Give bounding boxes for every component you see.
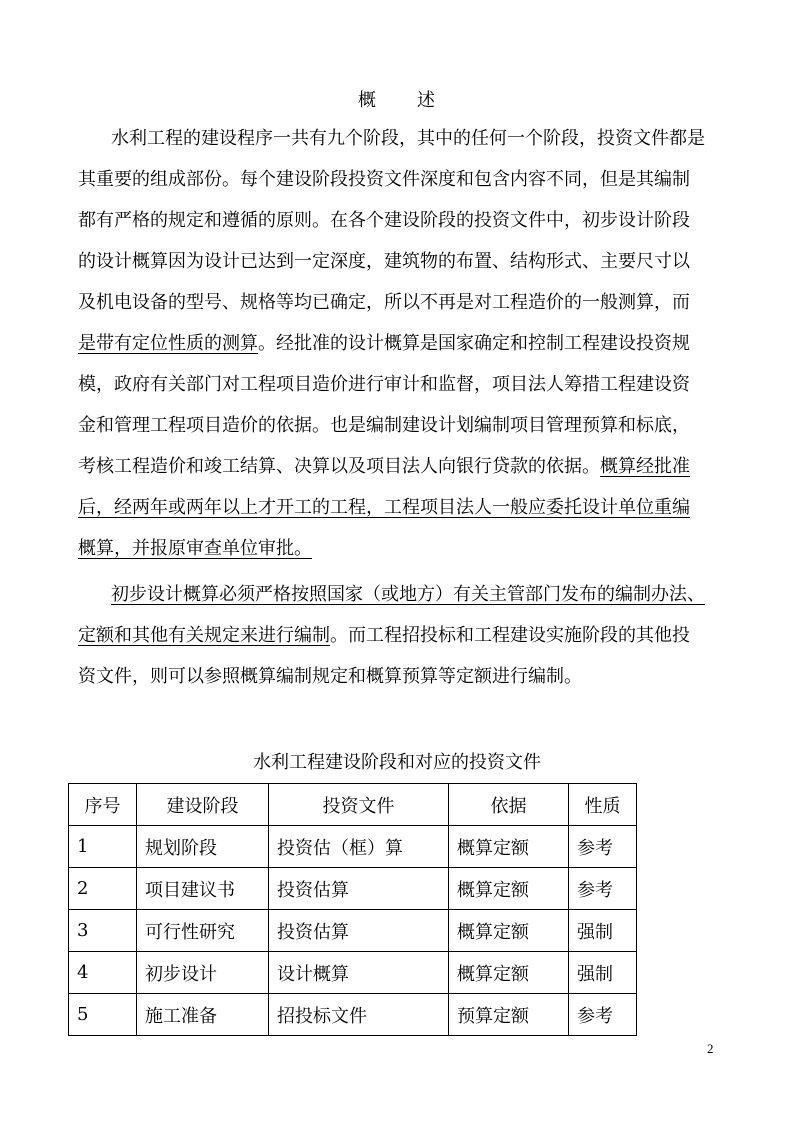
table-row [69,952,637,994]
cell-stage: 施工准备 [137,994,269,1036]
header-cell: 建设阶段 [137,784,269,826]
cell-document: 投资估算 [269,868,449,910]
underlined-text: 概算，并报原审查单位审批。 [78,538,312,559]
cell-nature: 强制 [569,952,637,994]
cell-document: 设计概算 [269,952,449,994]
table-header-row [69,784,637,826]
title-char-1: 概 [358,90,377,111]
cell-basis: 概算定额 [449,826,569,868]
table-caption: 水利工程建设阶段和对应的投资文件 [253,752,541,773]
paragraph-line [78,323,720,364]
cell-basis: 概算定额 [449,952,569,994]
paragraph-line [78,615,720,656]
cell-basis: 概算定额 [449,910,569,952]
table-row [69,994,637,1036]
cell-index: 2 [69,868,137,910]
paragraph-line: 的设计概算因为设计已达到一定深度，建筑物的布置、结构形式、主要尺寸以 [78,251,690,272]
header-cell: 序号 [69,784,137,826]
cell-nature: 参考 [569,826,637,868]
paragraph-line: 模，政府有关部门对工程项目造价进行审计和监督，项目法人筹措工程建设资 [78,374,690,395]
table-row [69,868,637,910]
cell-document: 投资估算 [269,910,449,952]
paragraph-line: 都有严格的规定和遵循的原则。在各个建设阶段的投资文件中，初步设计阶段 [78,210,690,231]
cell-index: 5 [69,994,137,1036]
cell-nature: 强制 [569,910,637,952]
cell-basis: 预算定额 [449,994,569,1036]
paragraph-line [78,446,720,487]
cell-basis: 概算定额 [449,868,569,910]
paragraph-line: 水利工程的建设程序一共有九个阶段，其中的任何一个阶段，投资文件都是 [111,128,705,149]
cell-index: 4 [69,952,137,994]
cell-index: 1 [69,826,137,868]
table-row [69,910,637,952]
paragraph-line [78,528,720,569]
underlined-text: 概算经批准 [600,456,690,477]
title-char-2: 述 [417,90,436,111]
underlined-text: 是带有定位性质的测算 [78,333,258,354]
table-row [69,826,637,868]
cell-nature: 参考 [569,994,637,1036]
paragraph-line [78,487,720,528]
header-cell: 投资文件 [269,784,449,826]
paragraph-text: 。经批准的设计概算是国家确定和控制工程建设投资规 [258,333,690,354]
investment-table [68,783,637,1036]
cell-stage: 规划阶段 [137,826,269,868]
cell-document: 投资估（框）算 [269,826,449,868]
paragraph-2 [78,574,720,697]
cell-index: 3 [69,910,137,952]
underlined-text: 定额和其他有关规定来进行编制 [78,625,330,646]
cell-document: 招投标文件 [269,994,449,1036]
cell-stage: 可行性研究 [137,910,269,952]
paragraph-line: 资文件，则可以参照概算编制规定和概算预算等定额进行编制。 [78,666,582,687]
paragraph-text: 。而工程招投标和工程建设实施阶段的其他投 [330,625,690,646]
header-cell: 性质 [569,784,637,826]
page-title [0,86,794,112]
paragraph-text: 考核工程造价和竣工结算、决算以及项目法人向银行贷款的依据。 [78,456,600,477]
cell-stage: 项目建议书 [137,868,269,910]
paragraph-line: 金和管理工程项目造价的依据。也是编制建设计划编制项目管理预算和标底， [78,415,690,436]
cell-nature: 参考 [569,868,637,910]
paragraph-line: 其重要的组成部份。每个建设阶段投资文件深度和包含内容不同，但是其编制 [78,169,690,190]
paragraph-line [78,574,720,615]
cell-stage: 初步设计 [137,952,269,994]
page-number: 2 [707,1041,714,1056]
paragraph-1 [78,118,720,569]
header-cell: 依据 [449,784,569,826]
underlined-text: 后，经两年或两年以上才开工的工程，工程项目法人一般应委托设计单位重编 [78,497,690,518]
paragraph-line: 及机电设备的型号、规格等均已确定，所以不再是对工程造价的一般测算，而 [78,292,690,313]
underlined-text: 初步设计概算必须严格按照国家（或地方）有关主管部门发布的编制办法、 [111,584,705,605]
